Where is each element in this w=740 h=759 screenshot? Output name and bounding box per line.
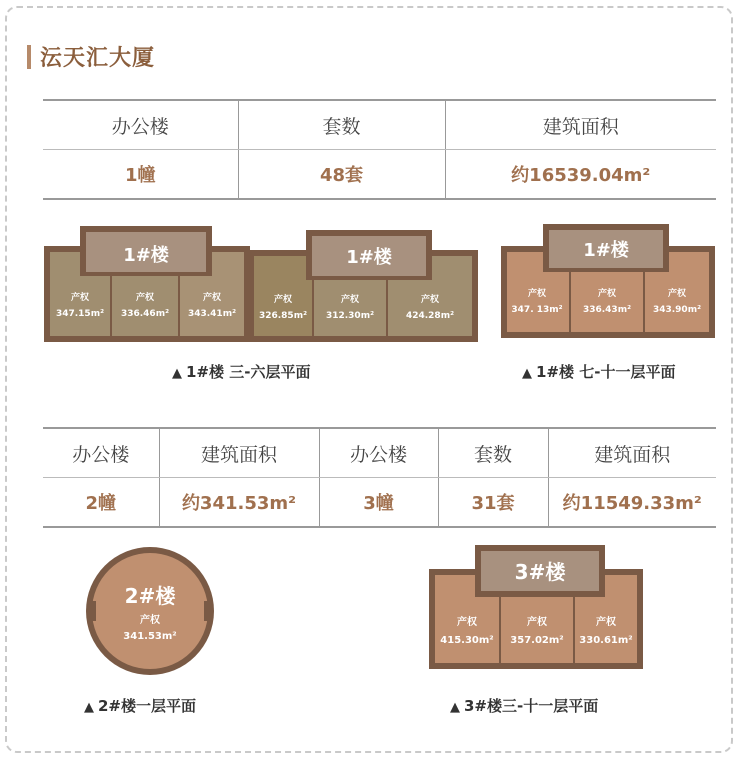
floor-plan-1-7-11f [499, 222, 717, 340]
table-header-cell: 办公楼 [43, 100, 238, 150]
tower-label: 2#楼 [124, 584, 176, 608]
unit-area: 330.61m² [579, 635, 633, 646]
table-header-cell: 建筑面积 [159, 428, 319, 478]
floor-plan-1-3-6f [42, 224, 480, 344]
unit-area: 343.90m² [652, 305, 702, 315]
plan-caption [522, 361, 675, 382]
caption-text: 2#楼一层平面 [98, 697, 197, 715]
unit-area: 326.85m² [258, 311, 308, 321]
table-header-cell: 建筑面积 [445, 100, 716, 150]
tower-label: 1#楼 [583, 240, 629, 261]
page-title: 沄天汇大厦 [40, 46, 156, 71]
unit-area: 415.30m² [440, 635, 494, 646]
unit-area: 336.46m² [120, 309, 170, 319]
triangle-icon: ▲ [84, 700, 94, 715]
caption-text: 3#楼三-十一层平面 [464, 697, 599, 715]
floor-plan-2-1f [84, 545, 216, 677]
unit-label: 产权 [340, 295, 360, 305]
unit-label: 产权 [273, 295, 293, 305]
unit-label: 产权 [140, 615, 160, 626]
unit-area: 343.41m² [187, 309, 237, 319]
triangle-icon: ▲ [172, 366, 182, 381]
unit-label: 产权 [527, 289, 547, 299]
table-header-cell: 办公楼 [43, 428, 159, 478]
unit-area: 347. 13m² [511, 305, 563, 315]
tower-label: 3#楼 [514, 560, 566, 584]
triangle-icon: ▲ [450, 700, 460, 715]
plan-caption [172, 361, 310, 382]
tower-label: 1#楼 [123, 245, 169, 266]
title-accent-bar [27, 45, 31, 69]
caption-text: 1#楼 七-十一层平面 [536, 363, 676, 381]
unit-area: 347.15m² [55, 309, 105, 319]
table-row [43, 150, 716, 200]
table-header-row [43, 100, 716, 150]
tower-label: 1#楼 [346, 247, 392, 268]
plan-caption [450, 695, 598, 716]
table-header-cell: 办公楼 [319, 428, 438, 478]
caption-text: 1#楼 三-六层平面 [186, 363, 311, 381]
unit-label: 产权 [596, 617, 616, 628]
floor-plan-3-3-11f [427, 543, 645, 671]
table-header-row [43, 428, 716, 478]
unit-area: 336.43m² [582, 305, 632, 315]
table-header-cell: 套数 [438, 428, 548, 478]
unit-area: 312.30m² [325, 311, 375, 321]
table-row [43, 478, 716, 528]
unit-label: 产权 [667, 289, 687, 299]
unit-label: 产权 [527, 617, 547, 628]
unit-label: 产权 [597, 289, 617, 299]
unit-area: 341.53m² [123, 631, 177, 642]
table-cell: 约16539.04m² [445, 150, 716, 200]
table-header-cell: 套数 [238, 100, 445, 150]
table-cell: 2幢 [85, 493, 117, 514]
table-cell: 约11549.33m² [548, 478, 716, 528]
unit-block [92, 553, 208, 669]
table-header-cell: 建筑面积 [548, 428, 716, 478]
plan-caption [84, 695, 196, 716]
unit-label: 产权 [420, 295, 440, 305]
unit-area: 424.28m² [405, 311, 455, 321]
unit-area: 357.02m² [510, 635, 564, 646]
unit-label: 产权 [457, 617, 477, 628]
table-cell: 31套 [438, 478, 548, 528]
table-cell: 3幢 [319, 478, 438, 528]
unit-label: 产权 [202, 293, 222, 303]
table-building-2-3 [43, 427, 716, 528]
unit-label: 产权 [70, 293, 90, 303]
table-cell: 48套 [238, 150, 445, 200]
table-building-1 [43, 99, 716, 200]
triangle-icon: ▲ [522, 366, 532, 381]
table-cell: 1幢 [124, 165, 156, 186]
table-cell: 约341.53m² [159, 478, 319, 528]
unit-label: 产权 [135, 293, 155, 303]
